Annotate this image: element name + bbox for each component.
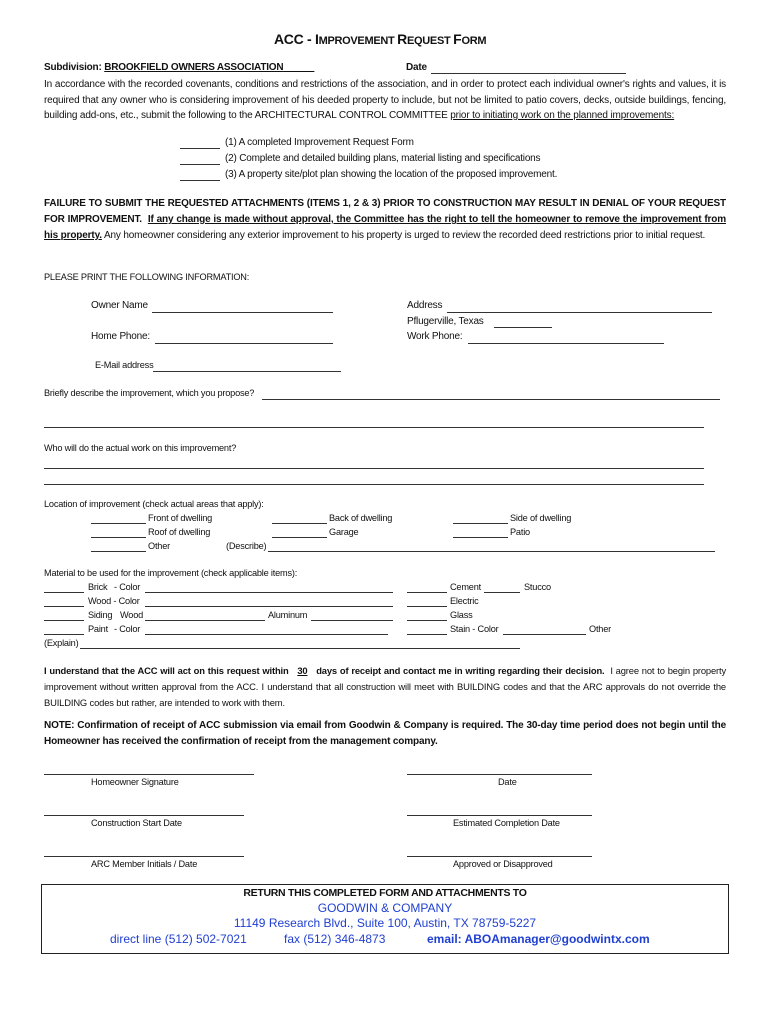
failure-bold: FAILURE TO SUBMIT THE REQUESTED ATTACHMENTS (ITEMS 1, 2 & 3) PRIOR TO CONSTRUCTION MAY RESULT IN DENIAL OF YOUR REQUEST FOR IMPROVEMENT.: [44, 198, 726, 225]
intro-text: In accordance with the recorded covenants, conditions and restrictions of the association, and in order to protect each individual owner's rights and values, it is required that any owner who is considering improvement of his deeded property to include, but not be limited to patio covers, decks, outside buildings, fencing, building add-ons, etc., submit the following to the ARCHITECTURAL CONTROL COMMITTEE: [44, 79, 726, 121]
title-part: ORM: [461, 35, 487, 47]
who-field-2[interactable]: [44, 484, 704, 485]
siding-wood-field[interactable]: [145, 620, 265, 621]
paint-color-label: - Color: [114, 624, 141, 634]
understand-rest: I agree not to begin property improvement without written approval from the ACC. I understand that all construction will meet with BUILDING codes and that the ARC approvals do not override the BUILDING codes but rather, are intended to work with them.: [44, 665, 727, 708]
homeowner-signature-label: Homeowner Signature: [91, 777, 179, 787]
cement-label: Cement: [450, 582, 481, 592]
siding-check[interactable]: [44, 620, 84, 621]
understand-bold-1: I understand that the ACC will act on this request within: [44, 665, 289, 676]
attachment-1-label: (1) A completed Improvement Request Form: [225, 137, 414, 148]
roof-dwelling-label: Roof of dwelling: [148, 527, 211, 537]
fax-number: fax (512) 346-4873: [284, 932, 386, 946]
paint-check[interactable]: [44, 634, 84, 635]
construction-start-field[interactable]: [44, 815, 244, 816]
owner-name-field[interactable]: [152, 312, 333, 313]
explain-label: (Explain): [44, 638, 79, 648]
who-field-1[interactable]: [44, 468, 704, 469]
company-name: GOODWIN & COMPANY: [317, 901, 453, 915]
stain-color-field[interactable]: [503, 634, 586, 635]
patio-check[interactable]: [453, 537, 508, 538]
subdivision-row: [44, 62, 314, 73]
intro-underlined: prior to initiating work on the planned improvements:: [450, 110, 675, 121]
form-title: [274, 31, 486, 47]
aluminum-field[interactable]: [311, 620, 393, 621]
location-label: Location of improvement (check actual areas that apply):: [44, 499, 264, 509]
front-dwelling-check[interactable]: [91, 523, 146, 524]
failure-bold-underlined: If any change is made without approval, the Committee has the right to tell the homeowner to remove the improvement from his property.: [44, 214, 726, 241]
approved-label: Approved or Disapproved: [453, 859, 553, 869]
stain-check[interactable]: [407, 634, 447, 635]
contact-email[interactable]: email: ABOAmanager@goodwintx.com: [427, 932, 650, 946]
stain-label: Stain - Color: [450, 624, 499, 634]
home-phone-field[interactable]: [155, 343, 333, 344]
signature-date-field[interactable]: [407, 774, 592, 775]
return-instructions: RETURN THIS COMPLETED FORM AND ATTACHMENTS TO: [243, 887, 527, 899]
email-label: E-Mail address: [95, 360, 154, 370]
brick-label: Brick: [88, 582, 108, 592]
failure-paragraph: [44, 196, 726, 244]
work-phone-field[interactable]: [468, 343, 664, 344]
brick-color-field[interactable]: [145, 592, 393, 593]
describe-paren-label: (Describe): [226, 541, 267, 551]
subdivision-label: Subdivision:: [44, 62, 102, 73]
title-part: MPROVEMENT: [318, 35, 398, 47]
date-field[interactable]: [431, 73, 626, 74]
other-location-check[interactable]: [91, 551, 146, 552]
attachment-2-label: (2) Complete and detailed building plans, material listing and specifications: [225, 153, 541, 164]
understand-days: 30: [297, 665, 308, 676]
explain-field[interactable]: [80, 648, 520, 649]
email-field[interactable]: [153, 371, 341, 372]
back-dwelling-check[interactable]: [272, 523, 327, 524]
brick-color-label: - Color: [114, 582, 141, 592]
garage-label: Garage: [329, 527, 359, 537]
city-label: Pflugerville, Texas: [407, 316, 484, 327]
estimated-completion-label: Estimated Completion Date: [453, 818, 560, 828]
title-part: R: [397, 31, 407, 47]
title-part: I: [314, 31, 319, 47]
roof-dwelling-check[interactable]: [91, 537, 146, 538]
material-label: Material to be used for the improvement (check applicable items):: [44, 568, 298, 578]
note-paragraph: NOTE: Confirmation of receipt of ACC submission via email from Goodwin & Company is required. The 30-day time period does not begin until the Homeowner has received the confirmation of receipt from the management company.: [44, 720, 726, 747]
describe-field-1[interactable]: [262, 399, 720, 400]
title-part: F: [453, 31, 462, 47]
siding-wood-label: Wood: [120, 610, 144, 620]
arc-initials-label: ARC Member Initials / Date: [91, 859, 198, 869]
wood-color-field[interactable]: [145, 606, 393, 607]
company-address: 11149 Research Blvd., Suite 100, Austin, TX 78759-5227: [233, 916, 537, 930]
back-dwelling-label: Back of dwelling: [329, 513, 393, 523]
side-dwelling-label: Side of dwelling: [510, 513, 572, 523]
siding-label: Siding: [88, 610, 113, 620]
return-address-box: [41, 884, 729, 954]
wood-check[interactable]: [44, 606, 84, 607]
title-part: EQUEST: [406, 35, 454, 47]
zip-field[interactable]: [494, 327, 552, 328]
address-label: Address: [407, 300, 443, 311]
construction-start-label: Construction Start Date: [91, 818, 182, 828]
subdivision-value: BROOKFIELD OWNERS ASSOCIATION: [104, 62, 284, 73]
other-location-label: Other: [148, 541, 170, 551]
cement-check[interactable]: [407, 592, 447, 593]
understand-paragraph: [44, 663, 726, 711]
other-material-label: Other: [589, 624, 611, 634]
paint-label: Paint: [88, 624, 108, 634]
approved-field[interactable]: [407, 856, 592, 857]
stucco-check[interactable]: [484, 592, 520, 593]
electric-label: Electric: [450, 596, 479, 606]
intro-paragraph: [44, 77, 726, 124]
estimated-completion-field[interactable]: [407, 815, 592, 816]
work-phone-label: Work Phone:: [407, 331, 463, 342]
home-phone-label: Home Phone:: [91, 331, 150, 342]
who-label: Who will do the actual work on this improvement?: [44, 443, 237, 453]
print-heading: PLEASE PRINT THE FOLLOWING INFORMATION:: [44, 272, 250, 282]
garage-check[interactable]: [272, 537, 327, 538]
direct-line: direct line (512) 502-7021: [110, 932, 247, 946]
paint-color-field[interactable]: [145, 634, 388, 635]
attachment-3-check[interactable]: [180, 180, 220, 181]
arc-initials-field[interactable]: [44, 856, 244, 857]
aluminum-label: Aluminum: [268, 610, 308, 620]
front-dwelling-label: Front of dwelling: [148, 513, 213, 523]
address-field[interactable]: [447, 312, 712, 313]
wood-label: Wood - Color: [88, 596, 140, 606]
subdivision-underline: [283, 62, 314, 73]
patio-label: Patio: [510, 527, 530, 537]
describe-label: Briefly describe the improvement, which you propose?: [44, 388, 255, 398]
brick-check[interactable]: [44, 592, 84, 593]
describe-field-2[interactable]: [44, 427, 704, 428]
side-dwelling-check[interactable]: [453, 523, 508, 524]
electric-check[interactable]: [407, 606, 447, 607]
failure-tail: Any homeowner considering any exterior improvement to his property is urged to review the recorded deed restrictions prior to initial request.: [101, 230, 706, 241]
stucco-label: Stucco: [524, 582, 551, 592]
signature-date-label: Date: [498, 777, 517, 787]
glass-label: Glass: [450, 610, 473, 620]
understand-bold-2: days of receipt and contact me in writing regarding their decision.: [316, 665, 605, 676]
other-location-describe-field[interactable]: [268, 551, 715, 552]
title-prefix: ACC -: [274, 31, 315, 47]
owner-name-label: Owner Name: [91, 300, 148, 311]
attachment-1-check[interactable]: [180, 148, 220, 149]
glass-check[interactable]: [407, 620, 447, 621]
attachment-3-label: (3) A property site/plot plan showing the location of the proposed improvement.: [225, 169, 558, 180]
attachment-2-check[interactable]: [180, 164, 220, 165]
homeowner-signature-field[interactable]: [44, 774, 254, 775]
date-label: Date: [406, 62, 427, 73]
